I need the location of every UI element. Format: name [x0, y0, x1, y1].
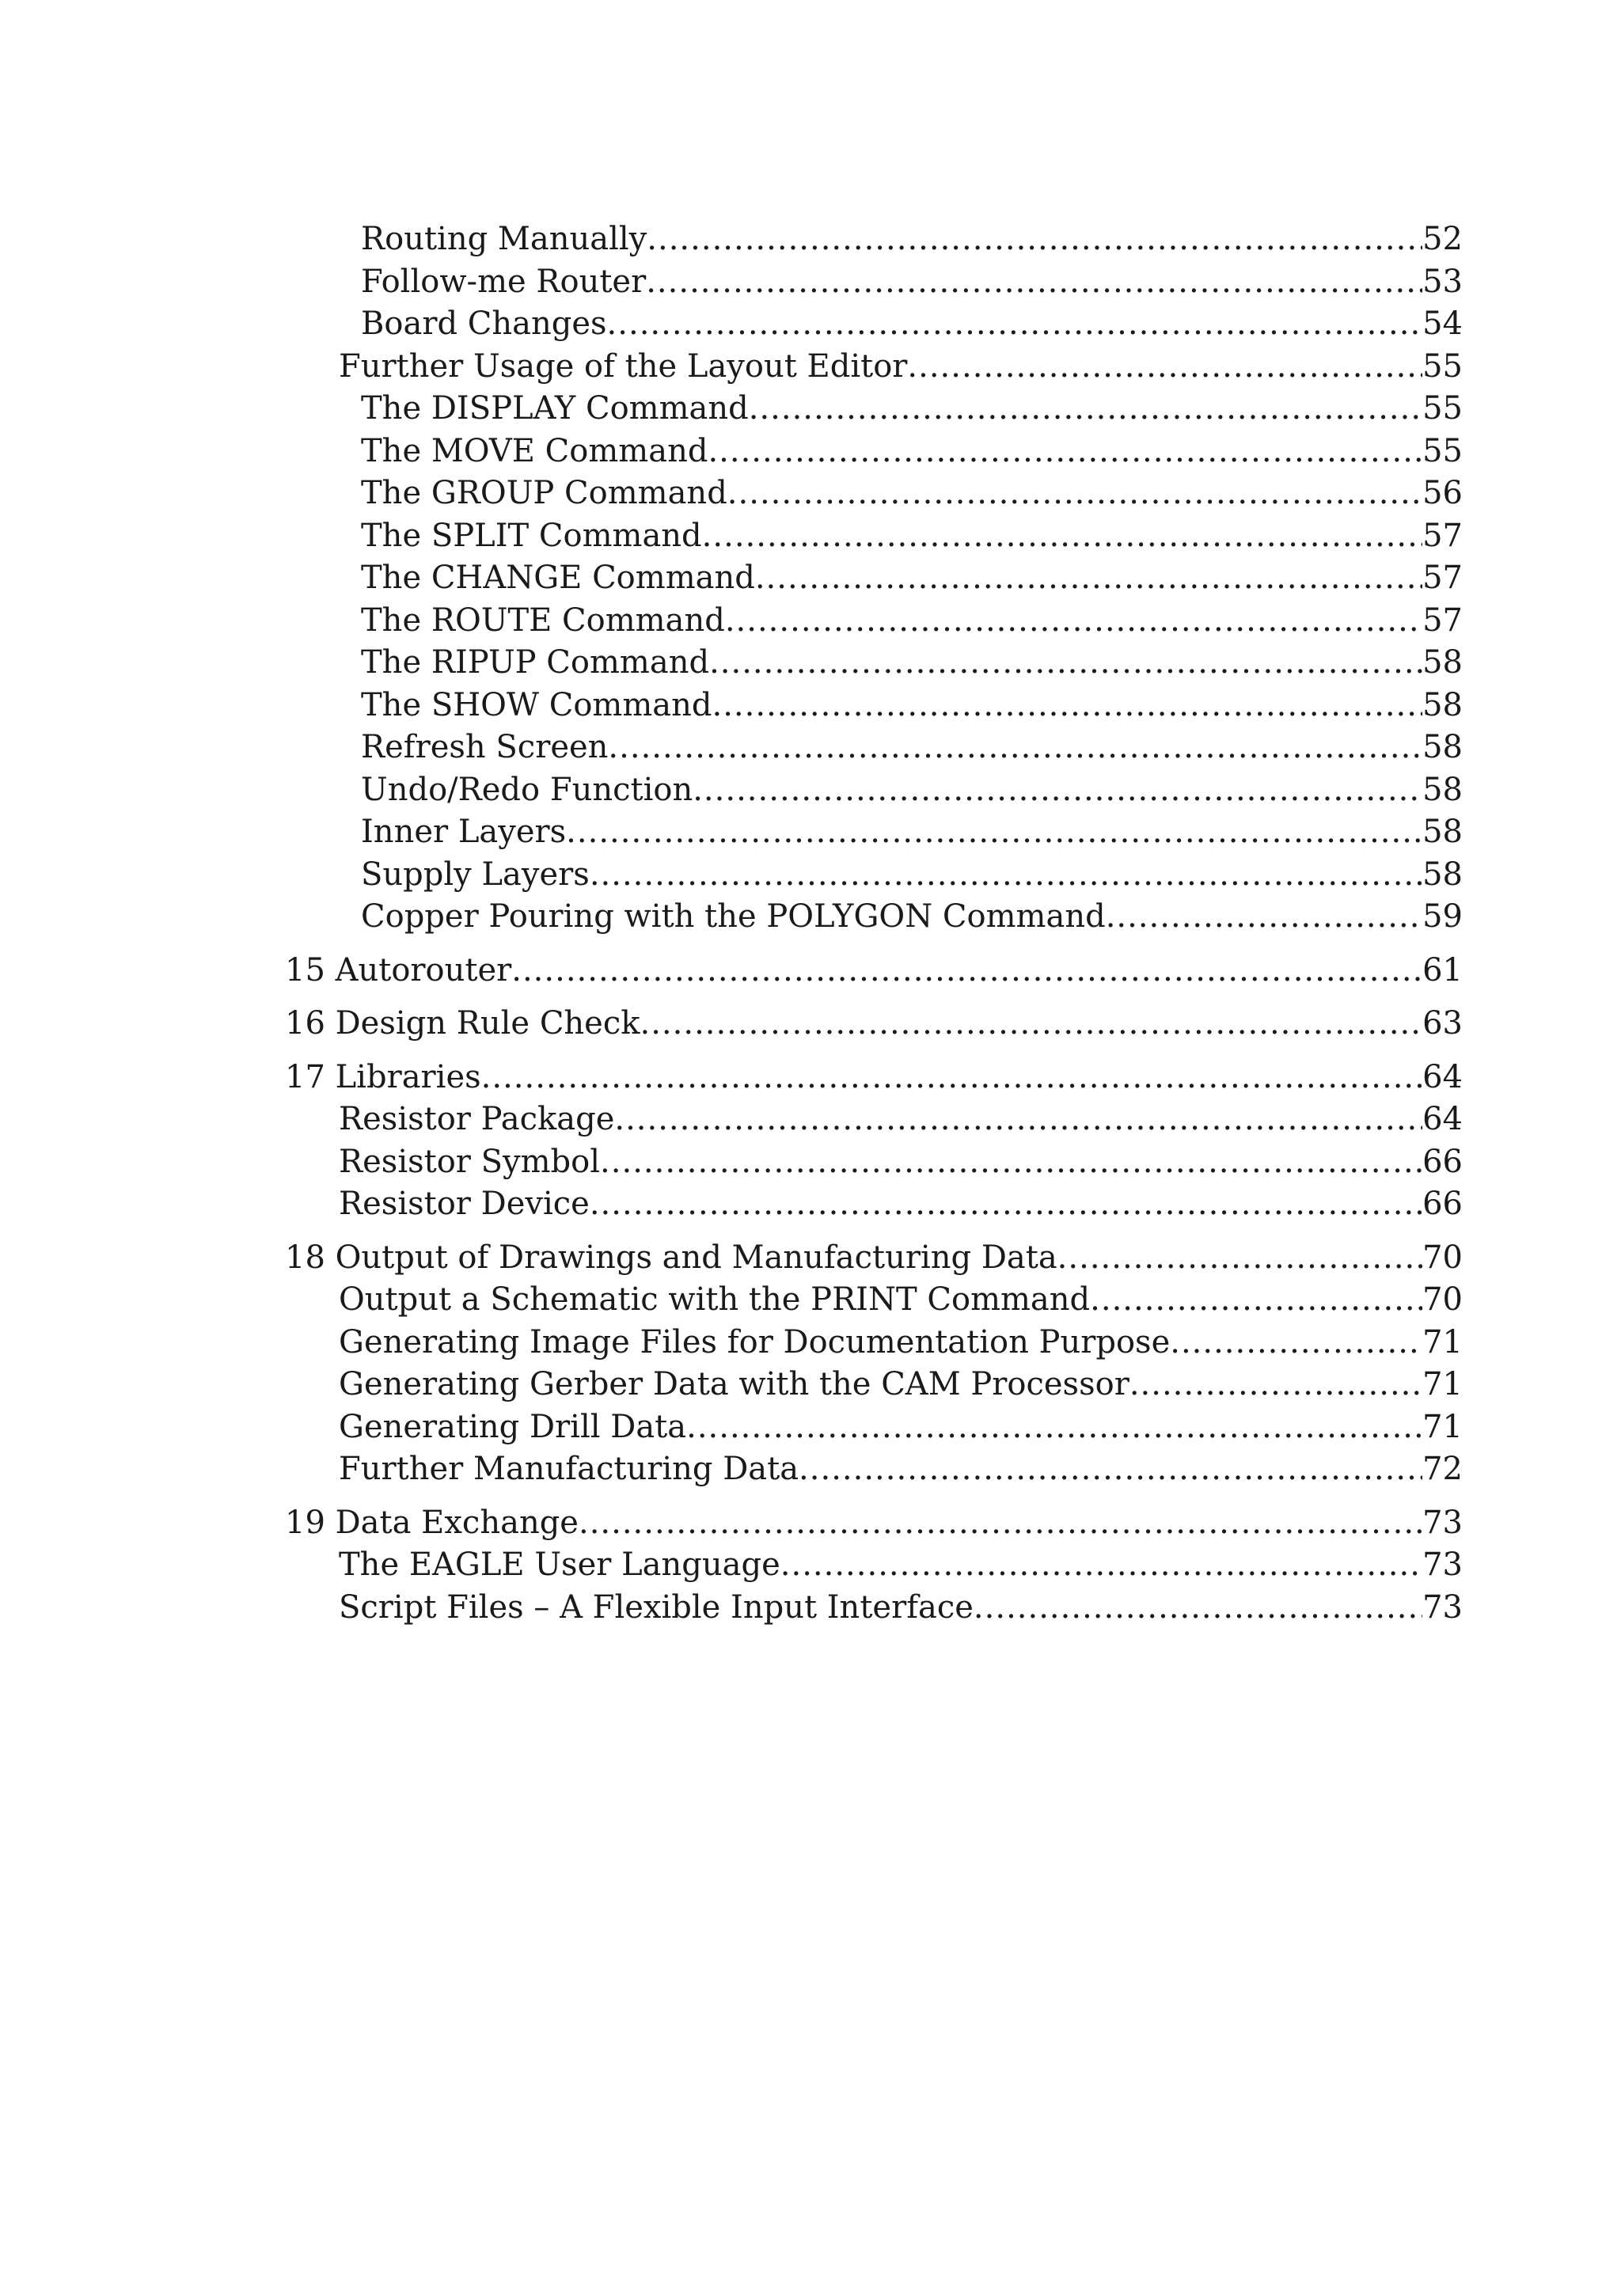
- toc-entry-title: Output a Schematic with the PRINT Command: [339, 1281, 1091, 1318]
- toc-page-number: 71: [1422, 1323, 1463, 1361]
- toc-entry[interactable]: [285, 1406, 1463, 1449]
- toc-dot-leader: [608, 727, 1422, 769]
- toc-entry-title: The DISPLAY Command: [361, 390, 749, 427]
- toc-entry[interactable]: [285, 811, 1463, 854]
- toc-page-number: 55: [1422, 347, 1463, 385]
- toc-entry[interactable]: [285, 1587, 1463, 1630]
- toc-entry-title: Further Usage of the Layout Editor: [339, 347, 908, 385]
- toc-dot-leader: [780, 1544, 1422, 1587]
- toc-entry[interactable]: [285, 727, 1463, 769]
- toc-dot-leader: [647, 218, 1422, 261]
- toc-entry-title: Resistor Device: [339, 1186, 590, 1222]
- toc-page-number: 66: [1422, 1143, 1463, 1180]
- toc-entry-title: Generating Image Files for Documentation Purpose: [339, 1323, 1171, 1361]
- toc-page-number: 53: [1422, 263, 1463, 300]
- toc-dot-leader: [708, 431, 1422, 473]
- toc-entry-title: 19 Data Exchange: [285, 1504, 579, 1541]
- toc-dot-leader: [566, 811, 1422, 854]
- toc-entry-title: 16 Design Rule Check: [285, 1005, 640, 1042]
- toc-entry[interactable]: [285, 1364, 1463, 1406]
- toc-entry[interactable]: [285, 1322, 1463, 1364]
- toc-entry-title: Supply Layers: [361, 856, 590, 893]
- toc-page-number: 58: [1422, 771, 1463, 808]
- toc-chapter-entry[interactable]: [285, 1057, 1463, 1099]
- toc-page-number: 73: [1422, 1588, 1463, 1626]
- toc-page-number: 58: [1422, 729, 1463, 765]
- toc-dot-leader: [799, 1448, 1422, 1491]
- toc-page-number: 59: [1422, 898, 1463, 935]
- toc-entry[interactable]: [285, 896, 1463, 939]
- toc-entry[interactable]: [285, 346, 1463, 389]
- toc-entry[interactable]: [285, 1099, 1463, 1141]
- toc-page-number: 64: [1422, 1058, 1463, 1095]
- toc-entry[interactable]: [285, 1141, 1463, 1184]
- toc-page-number: 56: [1422, 475, 1463, 511]
- toc-entry-title: Undo/Redo Function: [361, 771, 693, 808]
- toc-dot-leader: [590, 854, 1422, 897]
- toc-entry[interactable]: [285, 431, 1463, 473]
- toc-page-number: 61: [1422, 951, 1463, 989]
- toc-chapter-entry[interactable]: [285, 950, 1463, 992]
- toc-entry-title: The RIPUP Command: [361, 644, 710, 681]
- toc-entry-title: Script Files – A Flexible Input Interface: [339, 1588, 974, 1626]
- toc-entry-title: Follow-me Router: [361, 263, 647, 300]
- toc-page-number: 57: [1422, 602, 1463, 639]
- toc-dot-leader: [702, 515, 1422, 558]
- toc-entry-title: Generating Drill Data: [339, 1408, 687, 1445]
- toc-page-number: 72: [1422, 1451, 1463, 1487]
- toc-entry-title: The MOVE Command: [361, 432, 708, 469]
- toc-entry[interactable]: [285, 642, 1463, 685]
- toc-entry-title: The ROUTE Command: [361, 602, 725, 639]
- toc-dot-leader: [579, 1502, 1422, 1545]
- toc-dot-leader: [749, 388, 1422, 431]
- toc-entry[interactable]: [285, 1448, 1463, 1491]
- toc-page-number: 73: [1422, 1546, 1463, 1583]
- toc-entry[interactable]: [285, 1544, 1463, 1587]
- toc-chapter-entry[interactable]: [285, 1502, 1463, 1545]
- toc-dot-leader: [755, 557, 1422, 600]
- toc-entry-title: Generating Gerber Data with the CAM Processor: [339, 1366, 1129, 1402]
- toc-page-number: 64: [1422, 1101, 1463, 1137]
- toc-page-number: 58: [1422, 814, 1463, 850]
- toc-dot-leader: [481, 1057, 1422, 1099]
- toc-page-number: 71: [1422, 1408, 1463, 1445]
- toc-entry-title: Copper Pouring with the POLYGON Command: [361, 898, 1106, 935]
- toc-page-number: 57: [1422, 517, 1463, 554]
- toc-page-number: 58: [1422, 644, 1463, 681]
- toc-dot-leader: [709, 642, 1422, 685]
- toc-entry[interactable]: [285, 388, 1463, 431]
- toc-dot-leader: [907, 346, 1422, 389]
- toc-dot-leader: [590, 1183, 1422, 1226]
- toc-entry[interactable]: [285, 600, 1463, 643]
- toc-entry-title: The CHANGE Command: [361, 560, 755, 596]
- toc-dot-leader: [511, 950, 1422, 992]
- toc-dot-leader: [693, 769, 1422, 812]
- toc-dot-leader: [607, 303, 1423, 346]
- toc-page-number: 58: [1422, 856, 1463, 893]
- toc-chapter-entry[interactable]: [285, 1237, 1463, 1280]
- toc-page-number: 71: [1422, 1366, 1463, 1402]
- toc-entry[interactable]: [285, 218, 1463, 261]
- toc-entry-title: Resistor Package: [339, 1101, 615, 1137]
- toc-entry[interactable]: [285, 472, 1463, 515]
- toc-page-number: 66: [1422, 1186, 1463, 1222]
- toc-page-number: 73: [1422, 1504, 1463, 1541]
- toc-entry[interactable]: [285, 557, 1463, 600]
- toc-entry[interactable]: [285, 769, 1463, 812]
- toc-dot-leader: [725, 600, 1422, 643]
- toc-entry-title: The EAGLE User Language: [339, 1546, 780, 1583]
- toc-dot-leader: [712, 685, 1423, 727]
- toc-dot-leader: [600, 1141, 1422, 1184]
- toc-entry[interactable]: [285, 685, 1463, 727]
- toc-entry-title: The SHOW Command: [361, 686, 712, 723]
- toc-entry-title: The GROUP Command: [361, 475, 727, 511]
- toc-page-number: 54: [1422, 306, 1463, 342]
- toc-entry-title: 15 Autorouter: [285, 951, 512, 989]
- toc-page-number: 70: [1422, 1281, 1463, 1318]
- toc-entry-title: Refresh Screen: [361, 729, 609, 765]
- toc-page-number: 58: [1422, 686, 1463, 723]
- toc-dot-leader: [686, 1406, 1422, 1449]
- toc-entry[interactable]: [285, 854, 1463, 897]
- toc-page-number: 52: [1422, 221, 1463, 257]
- toc-entry-title: Board Changes: [361, 306, 607, 342]
- toc-entry-title: Further Manufacturing Data: [339, 1451, 799, 1487]
- toc-entry[interactable]: [285, 1183, 1463, 1226]
- toc-entry-title: 18 Output of Drawings and Manufacturing Data: [285, 1239, 1057, 1276]
- toc-dot-leader: [614, 1099, 1422, 1141]
- toc-dot-leader: [1090, 1279, 1422, 1322]
- toc-entry[interactable]: [285, 515, 1463, 558]
- table-of-contents: [285, 218, 1463, 1629]
- toc-page-number: 55: [1422, 390, 1463, 427]
- toc-dot-leader: [640, 1003, 1423, 1046]
- toc-dot-leader: [1170, 1322, 1422, 1364]
- toc-dot-leader: [1106, 896, 1422, 939]
- toc-dot-leader: [1057, 1237, 1422, 1280]
- toc-page-number: 70: [1422, 1239, 1463, 1276]
- toc-entry-title: Resistor Symbol: [339, 1143, 601, 1180]
- toc-dot-leader: [1129, 1364, 1422, 1406]
- toc-page-number: 55: [1422, 432, 1463, 469]
- toc-entry[interactable]: [285, 303, 1463, 346]
- toc-chapter-entry[interactable]: [285, 1003, 1463, 1046]
- toc-entry[interactable]: [285, 261, 1463, 304]
- toc-dot-leader: [727, 472, 1422, 515]
- toc-entry[interactable]: [285, 1279, 1463, 1322]
- toc-entry-title: 17 Libraries: [285, 1058, 481, 1095]
- toc-page-number: 57: [1422, 560, 1463, 596]
- toc-entry-title: The SPLIT Command: [361, 517, 702, 554]
- toc-entry-title: Routing Manually: [361, 221, 647, 257]
- toc-entry-title: Inner Layers: [361, 814, 567, 850]
- toc-dot-leader: [646, 261, 1422, 304]
- toc-page-number: 63: [1422, 1005, 1463, 1042]
- toc-dot-leader: [974, 1587, 1422, 1630]
